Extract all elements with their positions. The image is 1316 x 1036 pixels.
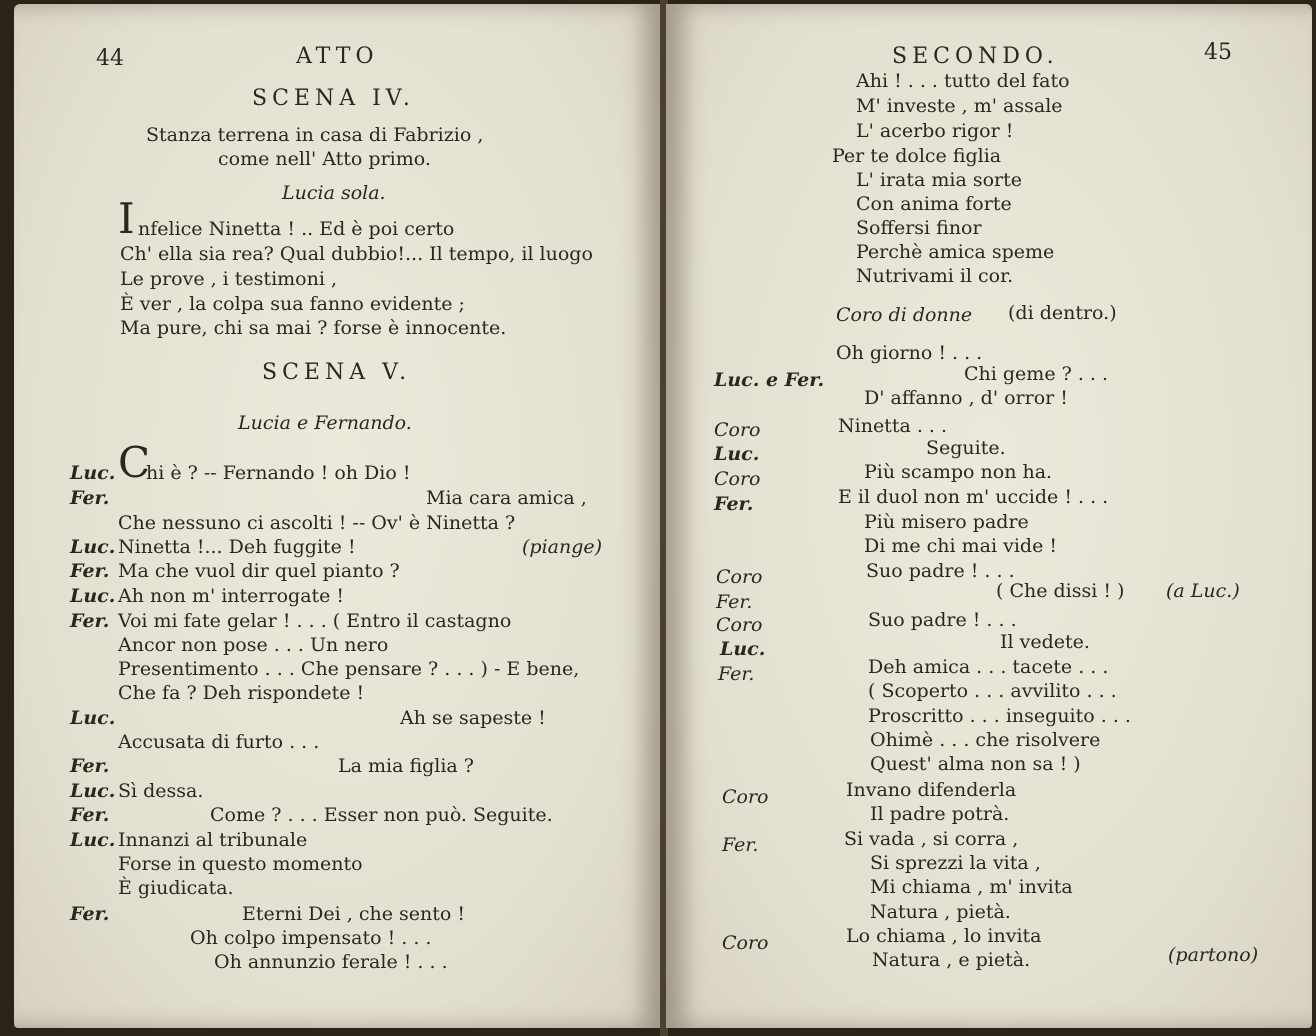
dialogue-line: ( Scoperto . . . avvilito . . . (868, 680, 1117, 702)
speaker: Fer. (70, 560, 110, 582)
stage-direction: (di dentro.) (1008, 302, 1117, 324)
speaker: Luc. e Fer. (714, 369, 825, 391)
verse-line: Soffersi finor (856, 217, 982, 239)
speaker: Fer. (718, 663, 755, 685)
verse-line: Ch' ella sia rea? Qual dubbio!... Il tempo, il luogo (120, 243, 593, 265)
speaker: Luc. (70, 585, 116, 607)
speaker: Fer. (716, 591, 753, 613)
verse-line: M' investe , m' assale (856, 95, 1063, 117)
verse-line: È ver , la colpa sua fanno evidente ; (120, 293, 465, 315)
speaker: Luc. (720, 638, 766, 660)
dialogue-line: Voi mi fate gelar ! . . . ( Entro il castagno (118, 610, 512, 632)
verse-line: L' irata mia sorte (856, 169, 1022, 191)
verse-line: Ahi ! . . . tutto del fato (856, 70, 1070, 92)
speaker: Coro (714, 419, 761, 441)
verse-line: Perchè amica speme (856, 241, 1055, 263)
dialogue-line: Proscritto . . . inseguito . . . (868, 705, 1131, 727)
dialogue-line: Ninetta . . . (838, 415, 948, 437)
verse-line: L' acerbo rigor ! (856, 120, 1014, 142)
verse-line: Nutrivami il cor. (856, 265, 1014, 287)
dialogue-line: Più scampo non ha. (864, 461, 1053, 483)
dialogue-line: Mi chiama , m' invita (870, 876, 1073, 898)
speaker: Coro (722, 932, 769, 954)
dialogue-line: Quest' alma non sa ! ) (870, 753, 1081, 775)
dialogue-line: Ah se sapeste ! (400, 707, 546, 729)
stage-direction: (partono) (1168, 944, 1259, 966)
dialogue-line: Che fa ? Deh rispondete ! (118, 682, 365, 704)
dialogue-line: Si vada , si corra , (844, 828, 1019, 850)
speaker: Fer. (722, 834, 759, 856)
dialogue-line: Seguite. (926, 437, 1006, 459)
dialogue-line: Innanzi al tribunale (118, 829, 308, 851)
running-head: SECONDO. (892, 44, 1059, 69)
stage-direction: (piange) (522, 536, 603, 558)
speaker: Luc. (70, 780, 116, 802)
speaker: Coro (716, 566, 763, 588)
dialogue-line: Suo padre ! . . . (866, 560, 1015, 582)
dialogue-line: Accusata di furto . . . (118, 731, 320, 753)
dialogue-line: Chi geme ? . . . (964, 363, 1109, 385)
speaker: Fer. (70, 755, 110, 777)
dialogue-line: Ohimè . . . che risolvere (870, 729, 1101, 751)
dialogue-line: Come ? . . . Esser non può. Seguite. (210, 804, 553, 826)
dialogue-line: Il vedete. (1000, 631, 1090, 653)
verse-line: nfelice Ninetta ! .. Ed è poi certo (138, 218, 455, 240)
speaker: Luc. (70, 829, 116, 851)
dialogue-line: Invano difenderla (846, 779, 1017, 801)
speaker: Coro (722, 786, 769, 808)
dialogue-line: hi è ? -- Fernando ! oh Dio ! (146, 462, 411, 484)
speaker: Fer. (70, 487, 110, 509)
verse-line: Con anima forte (856, 193, 1012, 215)
dialogue-line: Che nessuno ci ascolti ! -- Ov' è Ninetta ? (118, 512, 516, 534)
speaker: Fer. (70, 903, 110, 925)
dialogue-line: Di me chi mai vide ! (864, 535, 1057, 557)
speaker: Luc. (714, 443, 760, 465)
chorus-heading: Coro di donne (836, 304, 973, 326)
character-list: Lucia sola. (282, 182, 386, 204)
dialogue-line: È giudicata. (118, 877, 234, 899)
speaker: Luc. (70, 536, 116, 558)
running-head: ATTO (296, 44, 379, 69)
dialogue-line: Forse in questo momento (118, 853, 363, 875)
dialogue-line: Deh amica . . . tacete . . . (868, 656, 1109, 678)
page-number: 44 (96, 46, 124, 71)
page-number: 45 (1204, 40, 1232, 65)
verse-line: Per te dolce figlia (832, 145, 1002, 167)
dialogue-line: Ancor non pose . . . Un nero (118, 634, 389, 656)
speaker: Fer. (714, 493, 754, 515)
left-page (14, 4, 662, 1028)
dialogue-line: Suo padre ! . . . (868, 609, 1017, 631)
stage-setting: Stanza terrena in casa di Fabrizio , (146, 124, 484, 146)
dialogue-line: Ninetta !... Deh fuggite ! (118, 536, 356, 558)
dialogue-line: Oh colpo impensato ! . . . (190, 927, 432, 949)
speaker: Luc. (70, 462, 116, 484)
dialogue-line: E il duol non m' uccide ! . . . (838, 486, 1109, 508)
speaker: Coro (716, 614, 763, 636)
scene-title: SCENA V. (262, 360, 412, 385)
dialogue-line: Eterni Dei , che sento ! (242, 903, 465, 925)
dialogue-line: Si sprezzi la vita , (870, 852, 1041, 874)
right-page (666, 4, 1312, 1028)
dialogue-line: Lo chiama , lo invita (846, 925, 1042, 947)
character-list: Lucia e Fernando. (238, 412, 412, 434)
dialogue-line: Presentimento . . . Che pensare ? . . . ) - E bene, (118, 658, 580, 680)
speaker: Luc. (70, 707, 116, 729)
scene-title: SCENA IV. (252, 86, 415, 111)
drop-cap: I (118, 194, 135, 243)
dialogue-line: La mia figlia ? (338, 755, 474, 777)
verse-line: Ma pure, chi sa mai ? forse è innocente. (120, 317, 507, 339)
stage-direction: (a Luc.) (1166, 580, 1240, 602)
dialogue-line: Natura , e pietà. (872, 949, 1031, 971)
dialogue-line: Più misero padre (864, 511, 1029, 533)
dialogue-line: Ma che vuol dir quel pianto ? (118, 560, 400, 582)
dialogue-line: Il padre potrà. (870, 803, 1010, 825)
drop-cap: C (118, 438, 151, 487)
speaker: Fer. (70, 804, 110, 826)
dialogue-line: D' affanno , d' orror ! (864, 387, 1068, 409)
stage-setting: come nell' Atto primo. (218, 148, 431, 170)
dialogue-line: Ah non m' interrogate ! (118, 585, 345, 607)
speaker: Fer. (70, 610, 110, 632)
verse-line: Le prove , i testimoni , (120, 268, 337, 290)
dialogue-line: ( Che dissi ! ) (996, 580, 1125, 602)
dialogue-line: Oh giorno ! . . . (836, 342, 983, 364)
dialogue-line: Mia cara amica , (426, 487, 587, 509)
dialogue-line: Oh annunzio ferale ! . . . (214, 951, 448, 973)
dialogue-line: Sì dessa. (118, 780, 204, 802)
dialogue-line: Natura , pietà. (870, 901, 1011, 923)
speaker: Coro (714, 468, 761, 490)
